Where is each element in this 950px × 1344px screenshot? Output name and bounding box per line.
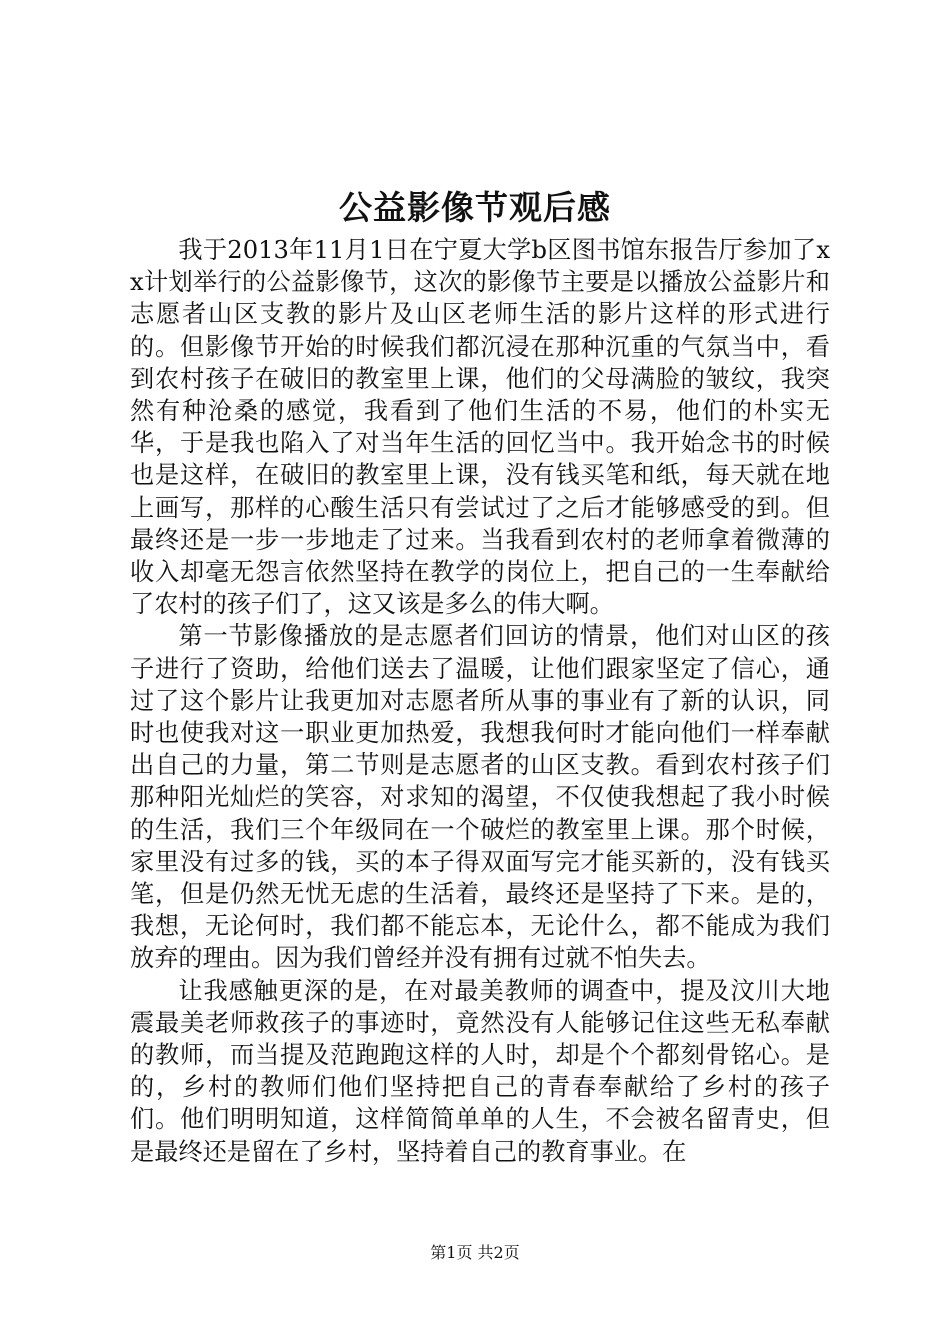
paragraph-1: 我于2013年11月1日在宁夏大学b区图书馆东报告厅参加了xx计划举行的公益影像节，这次的影像节主要是以播放公益影片和志愿者山区支教的影片及山区老师生活的影片这样的形式进行的。但影像节开始的时候我们都沉浸在那种沉重的气氛当中，看到农村孩子在破旧的教室里上课，他们的父母满脸的皱纹，我突然有种沧桑的感觉，我看到了他们生活的不易，他们的朴实无华，于是我也陷入了对当年生活的回忆当中。我开始念书的时候也是这样，在破旧的教室里上课，没有钱买笔和纸，每天就在地上画写，那样的心酸生活只有尝试过了之后才能够感受的到。但最终还是一步一步地走了过来。当我看到农村的老师拿着微薄的收入却毫无怨言依然坚持在教学的岗位上，把自己的一生奉献给了农村的孩子们了，这又该是多么的伟大啊。	[130, 236, 830, 619]
document-body	[130, 234, 830, 1168]
page-number-footer: 第1页 共2页	[430, 1243, 520, 1262]
paragraph-3: 让我感触更深的是，在对最美教师的调查中，提及汶川大地震最美老师救孩子的事迹时，竟然没有人能够记住这些无私奉献的教师，而当提及范跑跑这样的人时，却是个个都刻骨铭心。是的，乡村的教师们他们坚持把自己的青春奉献给了乡村的孩子们。他们明明知道，这样简简单单的人生，不会被名留青史，但是最终还是留在了乡村，坚持着自己的教育事业。在	[130, 976, 830, 1166]
paragraph-2: 第一节影像播放的是志愿者们回访的情景，他们对山区的孩子进行了资助，给他们送去了温暖，让他们跟家坚定了信心，通过了这个影片让我更加对志愿者所从事的事业有了新的认识，同时也使我对这一职业更加热爱，我想我何时才能向他们一样奉献出自己的力量，第二节则是志愿者的山区支教。看到农村孩子们那种阳光灿烂的笑容，对求知的渴望，不仅使我想起了我小时候的生活，我们三个年级同在一个破烂的教室里上课。那个时候，家里没有过多的钱，买的本子得双面写完才能买新的，没有钱买笔，但是仍然无忧无虑的生活着，最终还是坚持了下来。是的，我想，无论何时，我们都不能忘本，无论什么，都不能成为我们放弃的理由。因为我们曾经并没有拥有过就不怕失去。	[130, 622, 830, 973]
document-title: 公益影像节观后感	[339, 188, 611, 227]
